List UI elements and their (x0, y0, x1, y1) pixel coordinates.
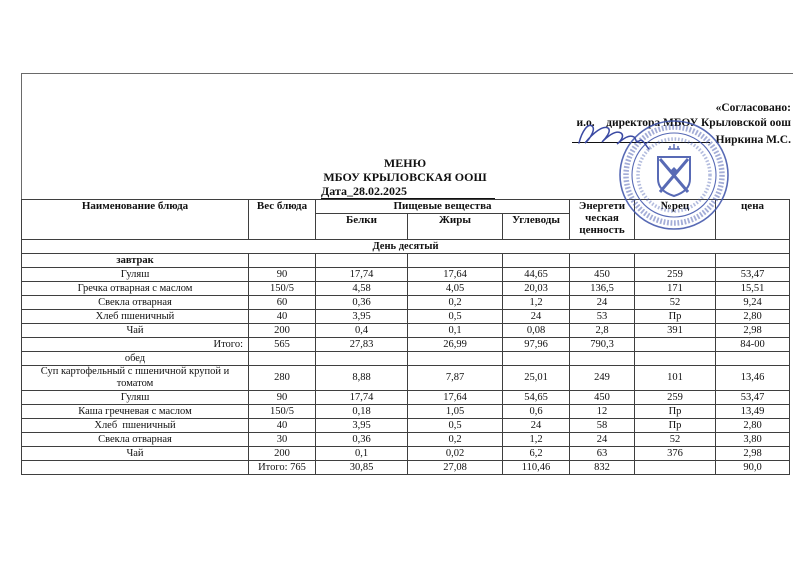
table-cell: 0,2 (408, 296, 503, 310)
table-cell: 450 (570, 268, 635, 282)
table-cell: 84-00 (716, 338, 790, 352)
table-cell: Пр (635, 419, 716, 433)
table-cell: 17,64 (408, 391, 503, 405)
table-cell: Пр (635, 310, 716, 324)
table-cell: 1,2 (503, 296, 570, 310)
table-cell (570, 352, 635, 366)
table-row-item (22, 296, 790, 310)
table-cell (635, 352, 716, 366)
table-cell: 26,99 (408, 338, 503, 352)
table-cell (503, 352, 570, 366)
table-cell: 40 (249, 419, 316, 433)
table-cell: 2,98 (716, 447, 790, 461)
table-cell: 150/5 (249, 405, 316, 419)
approval-line1: «Согласовано: (715, 102, 791, 114)
table-cell: 90 (249, 391, 316, 405)
approver-name: Ниркина М.С. (715, 134, 791, 146)
table-row-item (22, 324, 790, 338)
table-cell: Итого: 765 (249, 461, 316, 475)
table-cell: 565 (249, 338, 316, 352)
table-cell: 8,88 (316, 366, 408, 391)
table-cell: 450 (570, 391, 635, 405)
table-cell: 20,03 (503, 282, 570, 296)
table-cell (635, 338, 716, 352)
table-cell: Хлеб пшеничный (22, 310, 249, 324)
table-cell: 97,96 (503, 338, 570, 352)
table-cell: 53,47 (716, 268, 790, 282)
table-cell: 6,2 (503, 447, 570, 461)
table-cell: 790,3 (570, 338, 635, 352)
table-cell: 2,8 (570, 324, 635, 338)
table-cell: Гуляш (22, 391, 249, 405)
table-cell: 27,08 (408, 461, 503, 475)
table-header-row (22, 200, 790, 214)
table-row-item (22, 405, 790, 419)
table-row-total (22, 338, 790, 352)
table-cell (408, 254, 503, 268)
table-cell: 0,1 (408, 324, 503, 338)
table-cell: 27,83 (316, 338, 408, 352)
table-row-item (22, 391, 790, 405)
table-cell: 40 (249, 310, 316, 324)
table-cell: 17,64 (408, 268, 503, 282)
table-cell: 249 (570, 366, 635, 391)
table-cell: 3,80 (716, 433, 790, 447)
table-cell: 54,65 (503, 391, 570, 405)
col-header-energy: Энергети ческая ценность (570, 200, 635, 240)
table-cell (316, 352, 408, 366)
table-cell: 17,74 (316, 391, 408, 405)
col-header-recipe: №рец (635, 200, 716, 240)
table-row-item (22, 282, 790, 296)
table-cell: 90 (249, 268, 316, 282)
table-cell: завтрак (22, 254, 249, 268)
table-cell: 0,02 (408, 447, 503, 461)
table-cell: 832 (570, 461, 635, 475)
col-header-fat: Жиры (408, 214, 503, 240)
table-cell (570, 254, 635, 268)
col-header-weight: Вес блюда (249, 200, 316, 240)
table-row-item (22, 447, 790, 461)
table-cell: Итого: (22, 338, 249, 352)
table-cell: 90,0 (716, 461, 790, 475)
table-cell: Гречка отварная с маслом (22, 282, 249, 296)
table-cell: 150/5 (249, 282, 316, 296)
table-cell: 53,47 (716, 391, 790, 405)
table-cell: 0,2 (408, 433, 503, 447)
table-cell: 30 (249, 433, 316, 447)
table-cell: 280 (249, 366, 316, 391)
col-header-carbs: Углеводы (503, 214, 570, 240)
table-cell: 24 (570, 433, 635, 447)
table-row-total (22, 461, 790, 475)
table-cell (716, 352, 790, 366)
col-header-price: цена (716, 200, 790, 240)
menu-title: МЕНЮ (383, 156, 427, 170)
table-cell: 0,6 (503, 405, 570, 419)
table-cell: 9,24 (716, 296, 790, 310)
table-cell: 0,4 (316, 324, 408, 338)
table-cell (249, 352, 316, 366)
table-cell: 13,49 (716, 405, 790, 419)
table-row-section (22, 254, 790, 268)
col-header-protein: Белки (316, 214, 408, 240)
menu-table-body (22, 240, 790, 475)
table-cell: 259 (635, 391, 716, 405)
menu-table (21, 199, 790, 475)
table-cell: 2,80 (716, 419, 790, 433)
table-cell: 53 (570, 310, 635, 324)
handwritten-signature-icon (575, 119, 679, 153)
table-cell: 2,80 (716, 310, 790, 324)
table-cell: 0,08 (503, 324, 570, 338)
table-cell: 24 (503, 310, 570, 324)
table-cell: 171 (635, 282, 716, 296)
table-cell: 136,5 (570, 282, 635, 296)
table-cell: Суп картофельный с пшеничной крупой и томатом (22, 366, 249, 391)
table-cell: День десятый (22, 240, 790, 254)
table-cell: 52 (635, 296, 716, 310)
table-row-item (22, 310, 790, 324)
table-cell: 391 (635, 324, 716, 338)
table-cell (22, 461, 249, 475)
table-cell: 12 (570, 405, 635, 419)
table-cell: 0,18 (316, 405, 408, 419)
table-cell: 0,5 (408, 310, 503, 324)
table-cell: 101 (635, 366, 716, 391)
table-cell: 24 (570, 296, 635, 310)
table-row-item (22, 419, 790, 433)
table-cell: 30,85 (316, 461, 408, 475)
date-field: Дата_28.02.2025 (321, 184, 495, 199)
table-cell: 25,01 (503, 366, 570, 391)
table-cell: Хлеб пшеничный (22, 419, 249, 433)
table-cell: 4,58 (316, 282, 408, 296)
table-cell: Пр (635, 405, 716, 419)
table-cell: Свекла отварная (22, 296, 249, 310)
school-name: МБОУ КРЫЛОВСКАЯ ООШ (323, 170, 487, 184)
col-header-dish: Наименование блюда (22, 200, 249, 240)
table-cell: 1,2 (503, 433, 570, 447)
table-cell (716, 254, 790, 268)
table-cell: Чай (22, 324, 249, 338)
table-cell: 4,05 (408, 282, 503, 296)
table-cell: 7,87 (408, 366, 503, 391)
table-cell: 200 (249, 324, 316, 338)
table-cell: Чай (22, 447, 249, 461)
table-cell (503, 254, 570, 268)
table-cell: 3,95 (316, 419, 408, 433)
table-row-day (22, 240, 790, 254)
table-cell: Гуляш (22, 268, 249, 282)
table-cell: 63 (570, 447, 635, 461)
table-cell: 13,46 (716, 366, 790, 391)
table-cell: 15,51 (716, 282, 790, 296)
approval-line2: и.о. директора МБОУ Крыловской оош (576, 117, 791, 129)
title-block (0, 156, 800, 199)
table-cell (249, 254, 316, 268)
table-cell: 110,46 (503, 461, 570, 475)
col-header-nutrients: Пищевые вещества (316, 200, 570, 214)
table-cell (408, 352, 503, 366)
table-cell: 2,98 (716, 324, 790, 338)
table-cell: 0,36 (316, 433, 408, 447)
table-cell: 376 (635, 447, 716, 461)
table-cell: 0,5 (408, 419, 503, 433)
table-cell: Свекла отварная (22, 433, 249, 447)
table-row-item (22, 366, 790, 391)
table-cell: Каша гречневая с маслом (22, 405, 249, 419)
table-cell: 3,95 (316, 310, 408, 324)
table-cell: 0,1 (316, 447, 408, 461)
table-cell (316, 254, 408, 268)
table-row-item (22, 268, 790, 282)
table-cell: 200 (249, 447, 316, 461)
table-cell: 60 (249, 296, 316, 310)
table-cell: обед (22, 352, 249, 366)
table-row-item (22, 433, 790, 447)
table-cell: 58 (570, 419, 635, 433)
table-cell: 52 (635, 433, 716, 447)
table-cell: 17,74 (316, 268, 408, 282)
table-cell: 44,65 (503, 268, 570, 282)
table-cell: 259 (635, 268, 716, 282)
table-cell (635, 254, 716, 268)
table-row-section (22, 352, 790, 366)
table-cell: 24 (503, 419, 570, 433)
table-cell: 1,05 (408, 405, 503, 419)
table-cell (635, 461, 716, 475)
table-cell: 0,36 (316, 296, 408, 310)
